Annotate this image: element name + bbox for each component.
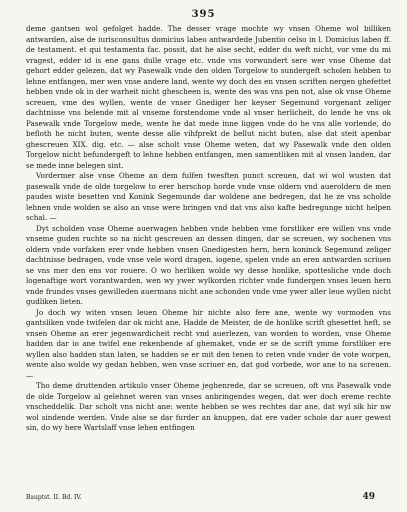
body-text [26,24,391,434]
signature-mark: Bauptst. II. Bd. IV. [26,494,82,501]
paragraph: deme gantsen wol gefolget hadde. The desser vrage mochte wy vnsen Oheme wol billiken antwarden, alse de iurisconsultus domicius labeo antwardede Jubentio celso in l. Domicius labeo ff. de testament. et qui testamenta fac. possit, dat he alse secht, edder du weft nicht, vor vme du mi vragest, edder id is ene gans dulle vrage etc. vnde vns vorwundert sere wer vnse Oheme dat gehort edder gelezen, dat wy Pasewalk vnde den olden Torgelow to sundergeft scholen hebben to lehne entfangen, mer wen vnse andere land, wente wy doch des en vnsen scriften nergen ghefettet hebben vnde ok in der warheit nicht ghescheen is, wente des was vns pen not, alse ok vnse Oheme screuen, vme des wyllen, wente de vnser Gnediger her keyser Segemund vorgenant zeliger dachtnisse vns belende mit al vnseme forstendome vnde al vnser herlicheit, do lende he vns ok Pasewalk vnde Torgelow mede, wente he dat mede inne liggen vnde do he vns alle vorlende, do befloth he nicht buten, wente desse alle vihfprekt de bellut nicht buten, alse dat steit apenbar ghescreuen XIX. dig. etc. — alse scholt vnse Oheme weten, dat wy Pasewalk vnde den olden Torgelow nicht befundergeft to lehne hebben entfangen, men samentliken mit al vnsen landen, dar se mede inne belegen sint. [26,24,391,170]
page-footer [26,492,391,502]
paragraph: Dyt scholden vnse Oheme auerwagen hebben vnde hebben vme forstliker ere willen vns vnde vnseme guden ruchte so na nicht gescreuen an dessen dingen, dar se screuen, wy sochenen vns oldern vnde vorfaken erer vnde hebben vnsen Gnedigesten hern, hern koninck Segemund zeliger dachtnisse bedragen, vnde vnse vele word dragen, iogene, spelen vnde an eren antwarden scriuen se vns mer den ens vor rouere. O wo herliken wolde wy desse honlike, spottesliche vnde doch logenaftige wort vorantwarden, wen wy ywer wylkorden richter vnde fundergen vnses leuen hern vnde frundes vnses gewilleden auermans nicht ane schonden vnde vme ywer aller leue wyllen nicht gudliken lieten. [26,223,391,306]
page-number: 395 [191,9,216,20]
folio-number: 49 [362,492,375,502]
paragraph: Jo doch wy witen vnsen leuen Oheme hir nichte also fere ane, wente wy vormoden vns gantsliken vnde twifelen dar ok nicht ane, Hadde de Meister, de de honlike scrift ghesettet heft, se vnsen Oheme an erer jegenwardicheit recht vnd auerlezen, van worden to worden, vnse Oheme hadden dar io ane twifel ene rekenbende af ghemaket, vnde er se de scrift ymme forstliker ere wyllen also hadden stan laten, se hadden se er mit den tenen to reten vnde vnder de vote worpen, wente also wolde wy gedan hebben, wen vnse scriuer en, dat god vorbede, wor ane to na screuen. — [26,307,391,380]
paragraph: Tho deme druttenden artikulo vnser Oheme jeghenrede, dar se screuen, oft vns Pasewalk vnde de olde Torgelow al gelehnet weren van vnses anbringendes wegen, dat wer doch ereme rechte vnscheddelik. Dar scholt vns nicht ane: wente hebben se wes rechtes dar ane, dat wyl sik hir nw wol sindende werden. Vnde alse se dar furder an knuppen, dat ere vader schole dar auer gewest sin, do wy here Wartslaff vnse lehen entfingen [26,381,391,432]
paragraph: Vordermer alse vnse Oheme an dem fulfen twesften punct screuen, dat wi wol wusten dat pasewalk vnde de olde torgelow to erer herschop horde vnde vnse oldern vnd aueroldern de men paudes wiste besetten vnd Konink Segemunde dar woldene ane bedregen, dat he ze vns scholde lehnen vnde wolden se also an vnse were bringen vnd dat vns also kafte bedregunge nicht helpen schal. — [26,171,391,222]
